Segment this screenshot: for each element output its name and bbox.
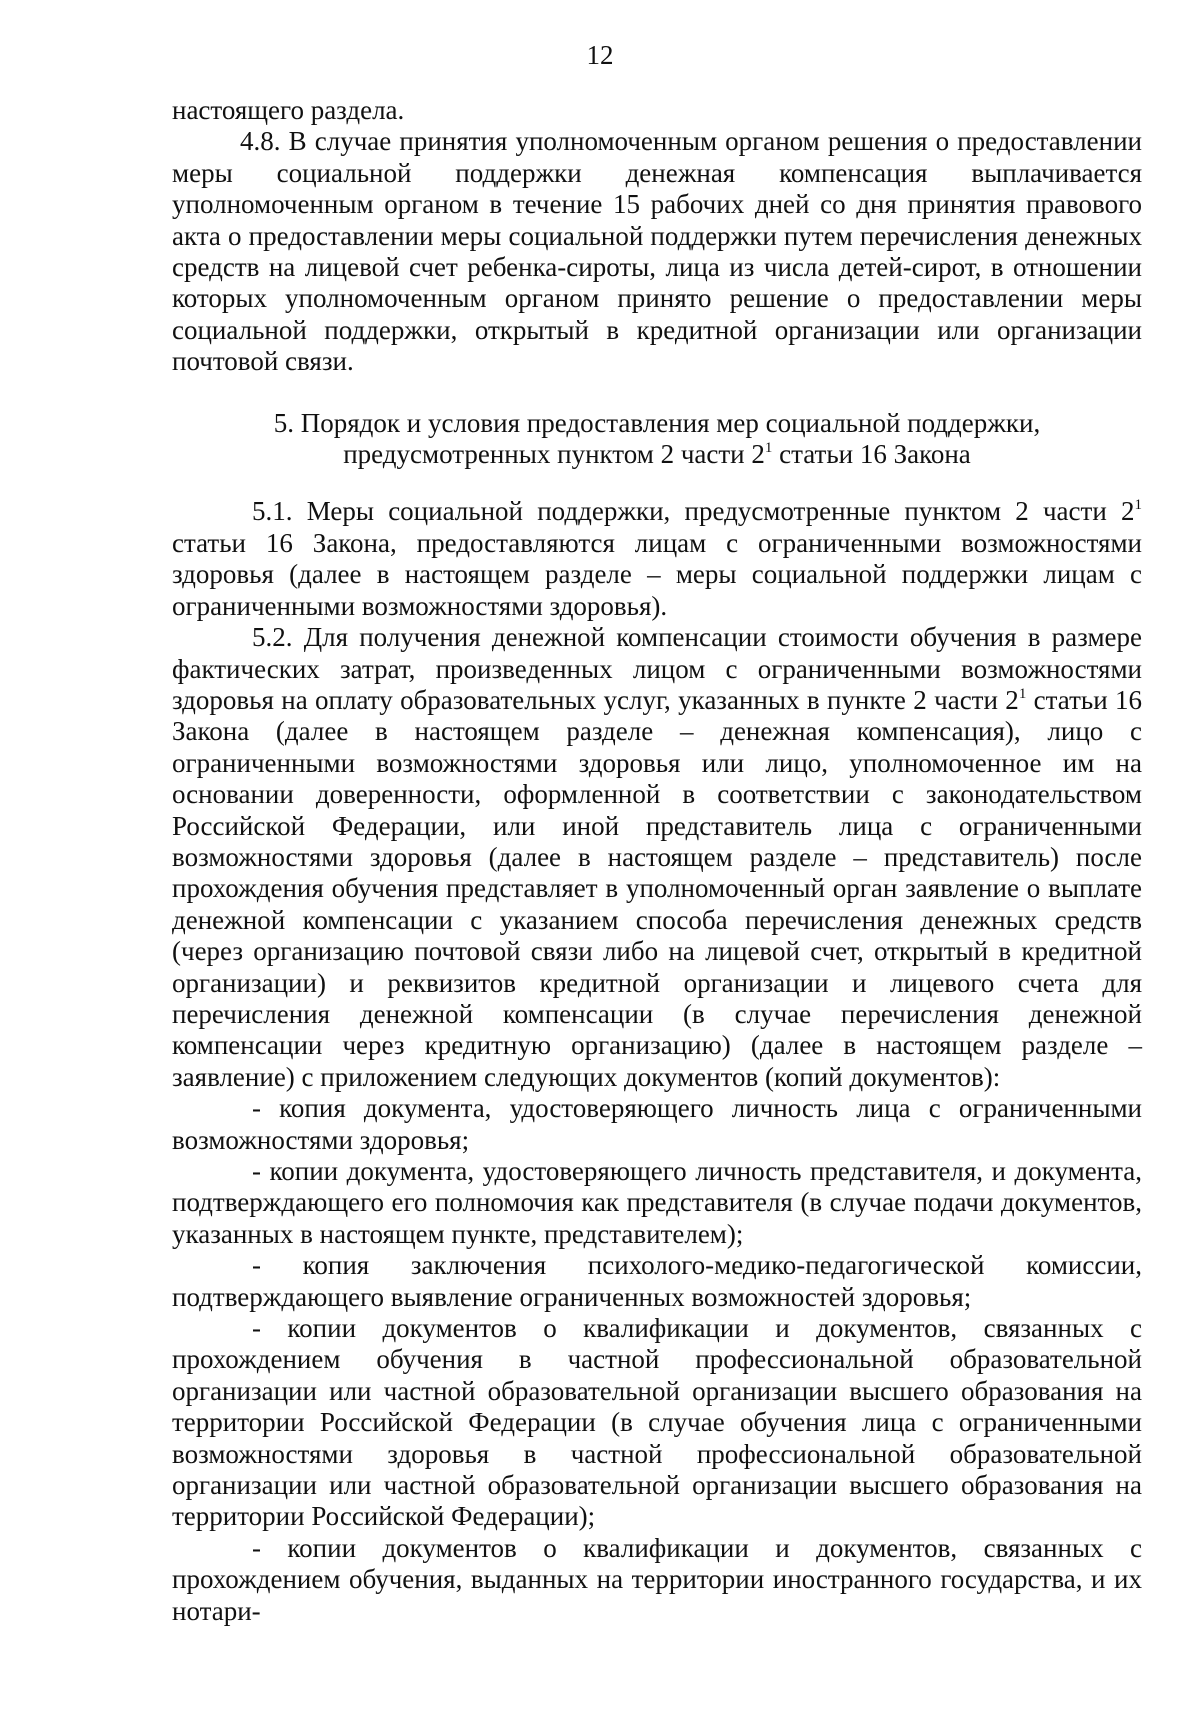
document-body: [172, 95, 1142, 1627]
heading-text-end: статьи 16 Закона: [772, 439, 971, 470]
p52-text: 5.2. Для получения денежной компенсации стоимости обучения в размере фактических затрат, произведенных лицом с ограниченными возможностями здоровья на оплату образовательных услуг, указанных в пункте 2 части 2: [172, 622, 1142, 715]
list-item: - копии документа, удостоверяющего личность представителя, и документа, подтверждающего его полномочия как представителя (в случае подачи документов, указанных в настоящем пункте, представителем);: [172, 1156, 1142, 1249]
list-item: - копия заключения психолого-медико-педагогической комиссии, подтверждающего выявление ограниченных возможностей здоровья;: [172, 1250, 1142, 1312]
list-item: - копия документа, удостоверяющего личность лица с ограниченными возможностями здоровья;: [172, 1093, 1142, 1155]
p51-text: 5.1. Меры социальной поддержки, предусмотренные пунктом 2 части 2: [252, 496, 1135, 527]
p52-text-end: статьи 16 Закона (далее в настоящем разделе – денежная компенсация), лицо с ограниченными возможностями здоровья или лицо, уполномоченное им на основании доверенности, оформленной в соответствии с законодательством Российской Федерации, или иной представитель лица с ограниченными возможностями здоровья (далее в настоящем разделе – представитель) после прохождения обучения представляет в уполномоченный орган заявление о выплате денежной компенсации с указанием способа перечисления денежных средств (через организацию почтовой связи либо на лицевой счет, открытый в кредитной организации) и реквизитов кредитной организации и лицевого счета для перечисления денежной компенсации (в случае перечисления денежной компенсации через кредитную организацию) (далее в настоящем разделе – заявление) с приложением следующих документов (копий документов):: [172, 684, 1143, 1092]
list-item: - копии документов о квалификации и документов, связанных с прохождением обучения, выданных на территории иностранного государства, и их нотари-: [172, 1532, 1142, 1626]
p51-superscript: 1: [1134, 497, 1142, 514]
p52-superscript: 1: [1018, 685, 1027, 702]
heading-text: 5. Порядок и условия предоставления мер социальной поддержки, предусмотренных пунктом 2 части 2: [273, 407, 1041, 470]
list-item: - копии документов о квалификации и документов, связанных с прохождением обучения в частной профессиональной образовательной организации или частной образовательной организации высшего образования на территории Российской Федерации (в случае обучения лица с ограниченными возможностями здоровья в частной профессиональной образовательной организации или частной образовательной организации высшего образования на территории Российской Федерации);: [172, 1313, 1142, 1532]
paragraph-4-8: 4.8. В случае принятия уполномоченным органом решения о предоставлении меры социальной поддержки денежная компенсация выплачивается уполномоченным органом в течение 15 рабочих дней со дня принятия правового акта о предоставлении меры социальной поддержки путем перечисления денежных средств на лицевой счет ребенка-сироты, лица из числа детей-сирот, в отношении которых уполномоченным органом принято решение о предоставлении меры социальной поддержки, открытый в кредитной организации или организации почтовой связи.: [172, 126, 1142, 377]
page-number: 12: [586, 40, 614, 70]
section-5-heading: [182, 408, 1132, 471]
paragraph-5-1: [172, 496, 1142, 622]
heading-superscript: 1: [764, 440, 773, 457]
p51-text-end: статьи 16 Закона, предоставляются лицам с ограниченными возможностями здоровья (далее в настоящем разделе – меры социальной поддержки лицам с ограниченными возможностями здоровья).: [172, 527, 1142, 621]
paragraph-5-2: [172, 622, 1142, 1093]
continuation-line: настоящего раздела.: [172, 95, 405, 125]
